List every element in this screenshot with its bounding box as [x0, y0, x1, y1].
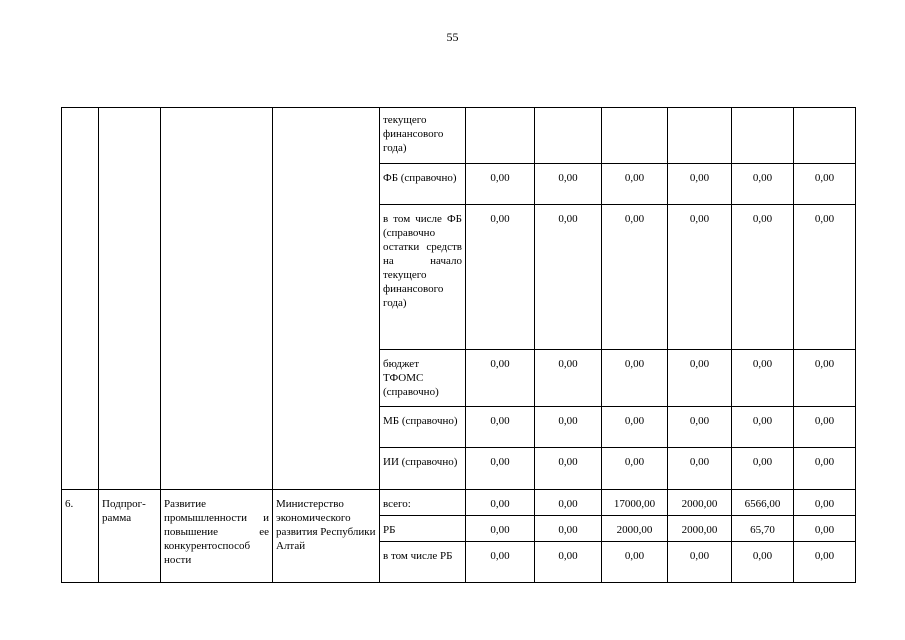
value-cell: 0,00: [466, 490, 535, 516]
value-cell: 0,00: [794, 448, 856, 490]
funding-source-cell: МБ (справочно): [380, 407, 466, 448]
value-cell: 0,00: [732, 407, 794, 448]
subprogram-name: Развитие промышленности и повышение ее конкурентоспособ ности: [161, 490, 273, 583]
value-cell: 0,00: [668, 542, 732, 583]
value-cell: 0,00: [535, 490, 602, 516]
funding-source-cell: ФБ (справочно): [380, 164, 466, 205]
funding-source-cell: в том числе ФБ (справочно остатки средств на начало текущего финансового года): [380, 205, 466, 350]
value-cell: 2000,00: [668, 516, 732, 542]
value-cell: 0,00: [794, 407, 856, 448]
subprogram-number: 6.: [62, 490, 99, 583]
value-cell: 0,00: [602, 350, 668, 407]
value-cell: 0,00: [535, 164, 602, 205]
funding-source-cell: ИИ (справочно): [380, 448, 466, 490]
value-cell: 0,00: [535, 350, 602, 407]
value-cell: 17000,00: [602, 490, 668, 516]
value-cell: 0,00: [794, 350, 856, 407]
value-cell: 0,00: [602, 542, 668, 583]
value-cell: 0,00: [668, 448, 732, 490]
table-row: [62, 490, 856, 516]
value-cell: 0,00: [732, 350, 794, 407]
funding-source-cell: текущего финансового года): [380, 108, 466, 164]
table-row: [62, 108, 856, 164]
value-cell: [466, 108, 535, 164]
value-cell: 2000,00: [668, 490, 732, 516]
continued-cell-number: [62, 108, 99, 490]
page-number: 55: [446, 30, 459, 44]
value-cell: 0,00: [535, 407, 602, 448]
value-cell: 0,00: [602, 407, 668, 448]
value-cell: 0,00: [535, 542, 602, 583]
value-cell: 0,00: [794, 516, 856, 542]
value-cell: 0,00: [732, 448, 794, 490]
continued-cell-executor: [273, 108, 380, 490]
value-cell: 0,00: [466, 516, 535, 542]
value-cell: 0,00: [732, 542, 794, 583]
value-cell: 0,00: [466, 448, 535, 490]
value-cell: 2000,00: [602, 516, 668, 542]
value-cell: 0,00: [732, 164, 794, 205]
value-cell: [602, 108, 668, 164]
subprogram-executor: Министерство экономического развития Республики Алтай: [273, 490, 380, 583]
value-cell: [794, 108, 856, 164]
continued-cell-name: [161, 108, 273, 490]
continued-cell-type: [99, 108, 161, 490]
value-cell: [732, 108, 794, 164]
value-cell: 65,70: [732, 516, 794, 542]
value-cell: 0,00: [602, 164, 668, 205]
value-cell: 0,00: [466, 205, 535, 350]
value-cell: [668, 108, 732, 164]
value-cell: 0,00: [535, 205, 602, 350]
value-cell: 0,00: [668, 205, 732, 350]
funding-source-cell: бюджет ТФОМС (справочно): [380, 350, 466, 407]
value-cell: 0,00: [602, 448, 668, 490]
funding-source-cell: в том числе РБ: [380, 542, 466, 583]
funding-source-cell: всего:: [380, 490, 466, 516]
value-cell: 0,00: [466, 164, 535, 205]
value-cell: 0,00: [794, 164, 856, 205]
value-cell: 0,00: [794, 542, 856, 583]
value-cell: 0,00: [466, 350, 535, 407]
subprogram-type: Подпрог-рамма: [99, 490, 161, 583]
value-cell: 0,00: [668, 407, 732, 448]
value-cell: 0,00: [466, 407, 535, 448]
value-cell: 0,00: [602, 205, 668, 350]
value-cell: 6566,00: [732, 490, 794, 516]
value-cell: 0,00: [535, 448, 602, 490]
value-cell: [535, 108, 602, 164]
value-cell: 0,00: [668, 350, 732, 407]
financing-table: [61, 107, 856, 583]
value-cell: 0,00: [794, 205, 856, 350]
funding-source-cell: РБ: [380, 516, 466, 542]
value-cell: 0,00: [794, 490, 856, 516]
value-cell: 0,00: [466, 542, 535, 583]
value-cell: 0,00: [668, 164, 732, 205]
value-cell: 0,00: [732, 205, 794, 350]
value-cell: 0,00: [535, 516, 602, 542]
